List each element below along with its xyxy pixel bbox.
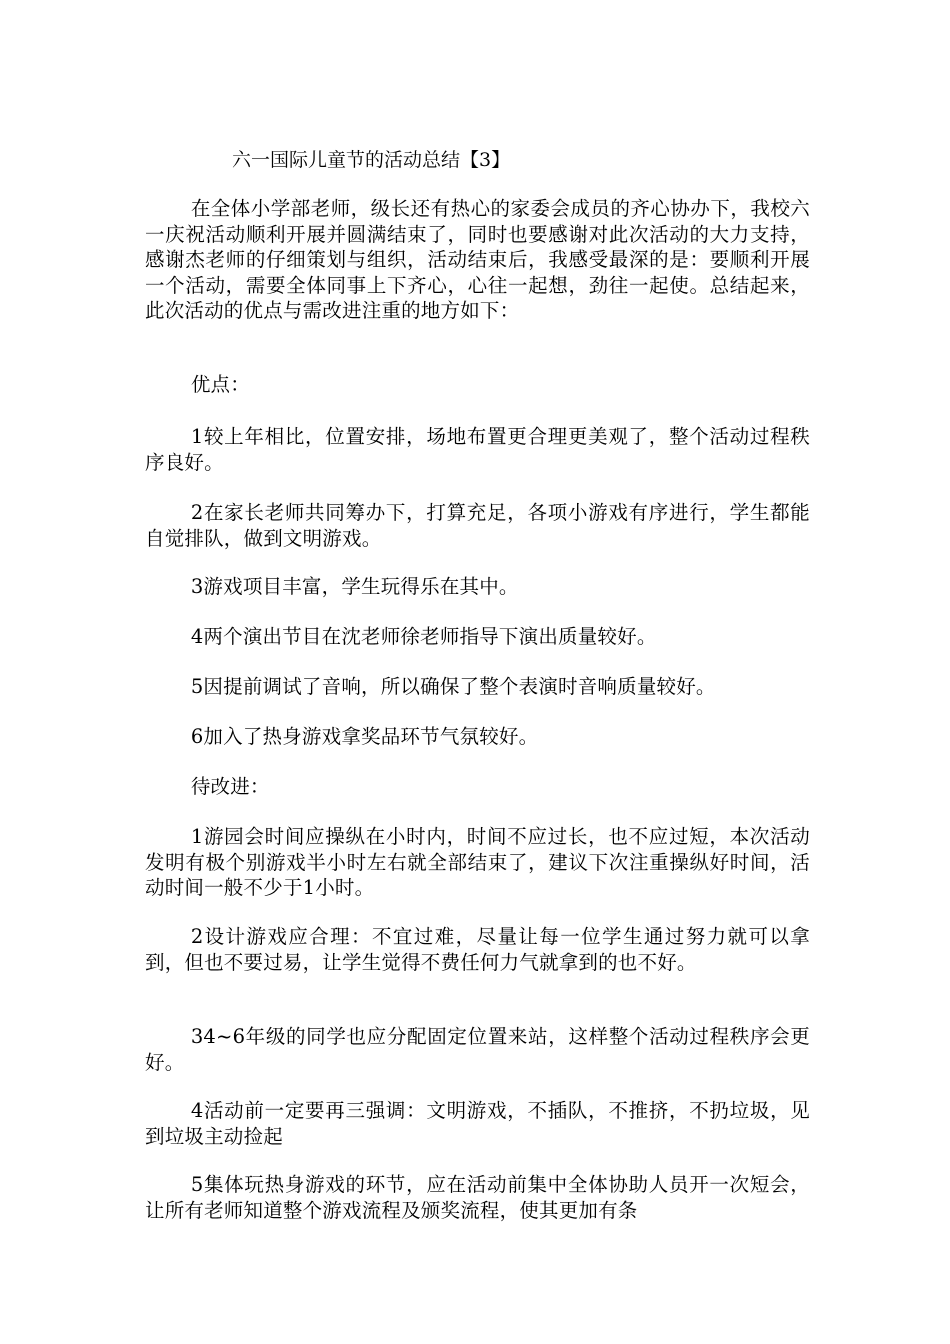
advantage-item-6: 6加入了热身游戏拿奖品环节气氛较好。 <box>190 725 539 748</box>
advantage-item-3: 3游戏项目丰富，学生玩得乐在其中。 <box>190 575 519 598</box>
improvement-item-1: 1游园会时间应操纵在小时内，时间不应过长，也不应过短，本次活动发明有极个别游戏半小时左右就全部结束了，建议下次注重操纵好时间，活动时间一般不少于1小时。 <box>145 825 810 899</box>
document-title: 六一国际儿童节的活动总结【3】 <box>232 149 511 171</box>
advantage-item-5: 5因提前调试了音响，所以确保了整个表演时音响质量较好。 <box>190 675 716 698</box>
advantage-item-4: 4两个演出节目在沈老师徐老师指导下演出质量较好。 <box>190 625 657 648</box>
improvement-item-4: 4活动前一定要再三强调：文明游戏，不插队，不推挤，不扔垃圾，见到垃圾主动捡起 <box>145 1099 810 1148</box>
heading-improvements: 待改进： <box>190 775 270 798</box>
improvement-item-2: 2设计游戏应合理：不宜过难，尽量让每一位学生通过努力就可以拿到，但也不要过易，让学生觉得不费任何力气就拿到的也不好。 <box>145 925 810 974</box>
advantage-item-2: 2在家长老师共同筹办下，打算充足，各项小游戏有序进行，学生都能自觉排队，做到文明游戏。 <box>145 501 810 550</box>
improvement-item-3: 34~6年级的同学也应分配固定位置来站，这样整个活动过程秩序会更好。 <box>145 1025 810 1074</box>
improvement-item-5: 5集体玩热身游戏的环节，应在活动前集中全体协助人员开一次短会，让所有老师知道整个游戏流程及颁奖流程，使其更加有条 <box>145 1173 810 1222</box>
paragraph-intro: 在全体小学部老师，级长还有热心的家委会成员的齐心协办下，我校六一庆祝活动顺利开展并圆满结束了，同时也要感谢对此次活动的大力支持，感谢杰老师的仔细策划与组织，活动结束后，我感受最深的是：要顺利开展一个活动，需要全体同事上下齐心，心往一起想，劲往一起使。总结起来，此次活动的优点与需改进注重的地方如下： <box>145 197 810 322</box>
heading-advantages: 优点： <box>190 373 250 396</box>
advantage-item-1: 1较上年相比，位置安排，场地布置更合理更美观了，整个活动过程秩序良好。 <box>145 425 810 474</box>
